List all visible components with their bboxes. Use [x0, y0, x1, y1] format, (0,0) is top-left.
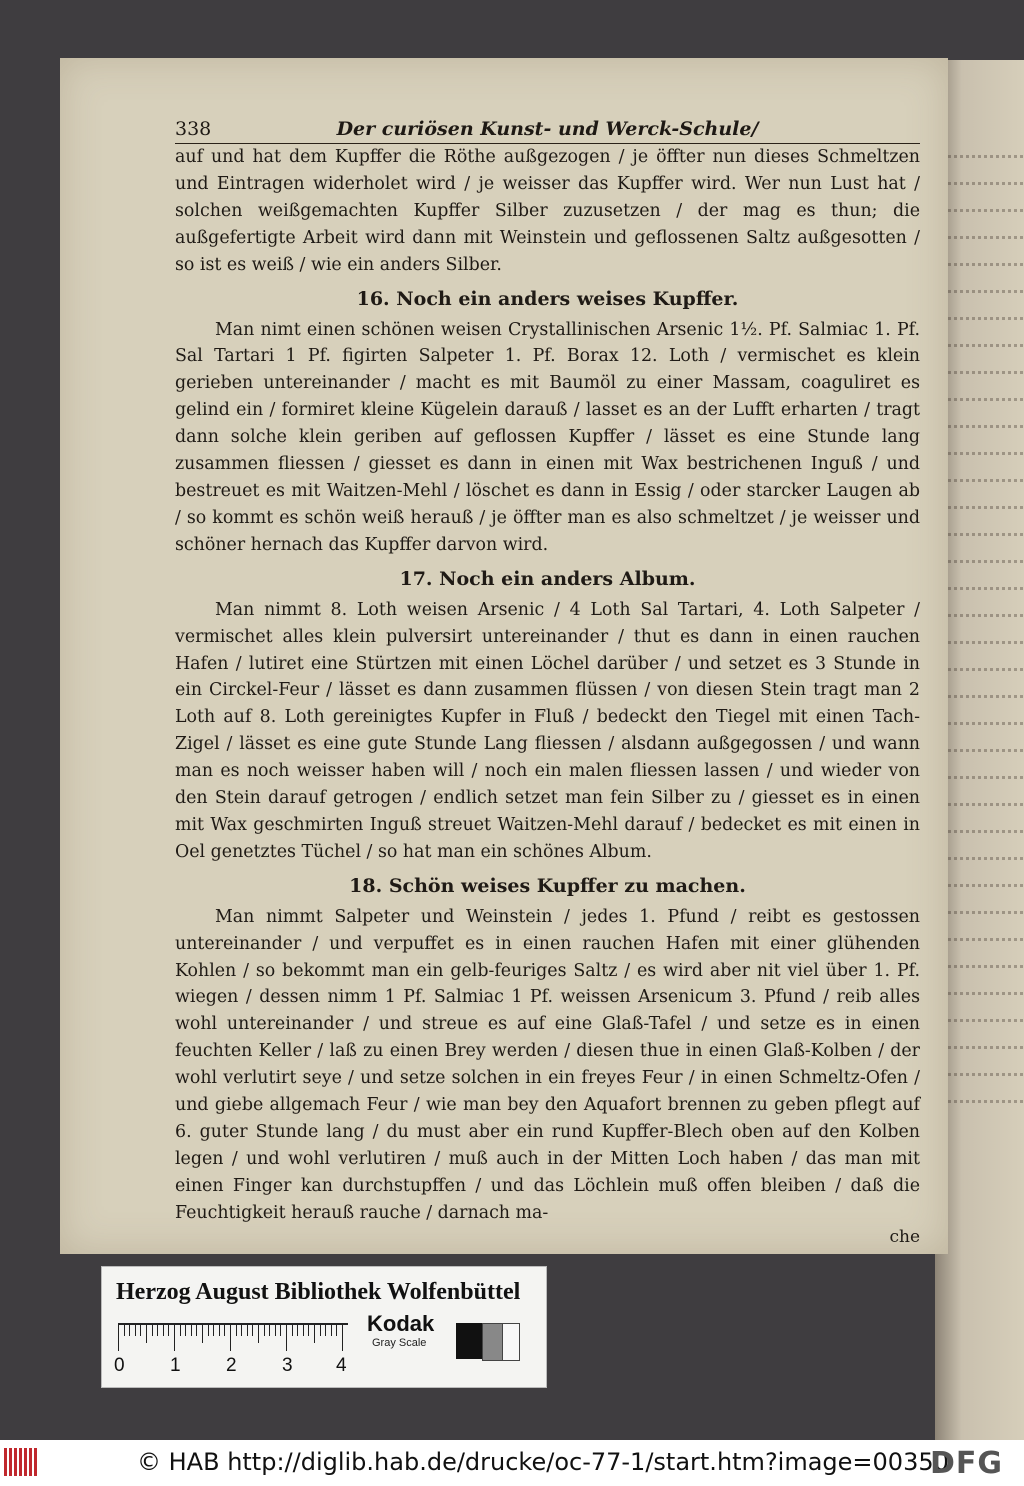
black-patch [456, 1323, 482, 1359]
section-heading-16: 16. Noch ein anders weises Kupffer. [356, 287, 739, 310]
facing-page-ghost-line [943, 965, 1023, 978]
running-title: Der curiösen Kunst- und Werck-Schule/ [336, 118, 759, 140]
logo-bar [34, 1448, 37, 1476]
ruler-number: 1 [170, 1355, 181, 1376]
ruler-tick [325, 1325, 326, 1336]
ruler-tick [308, 1325, 309, 1336]
paragraph-16: Man nimt einen schönen weisen Crystallinischen Arsenic 1½. Pf. Salmiac 1. Pf. Sal Tartari 1 Pf. figirten Salpeter 1. Pf. Borax 12. Loth / vermischet es klein gerieben untereinander / macht es mit Baumöl zu einer Massam, coaguliret es gelind ein / formiret kleine Kügelein darauß / lasset es an der Lufft erharten / tragt dann solche klein geriben auf geflossen Kupffer / lässet es eine Stunde lang zusammen fliessen / giesset es dann in einen mit Wax bestrichenen Inguß / und bestreuet es mit Waitzen-Mehl / löschet es dann in Essig / oder starcker Laugen ab / so kommt es schön weiß herauß / je öffter man es also schmeltzet / je weisser und schöner hernach das Kupffer darvon wird. [175, 319, 920, 555]
ruler-tick [252, 1325, 253, 1336]
ruler-tick [163, 1325, 164, 1336]
kodak-logo: Kodak [367, 1311, 435, 1336]
ruler-tick [180, 1325, 181, 1336]
footer-bar [0, 1440, 1024, 1486]
ruler-number: 4 [336, 1355, 347, 1376]
facing-page-ghost-line [943, 317, 1023, 330]
facing-page-ghost-line [943, 668, 1023, 681]
facing-page-ghost-line [943, 398, 1023, 411]
body-text [175, 144, 920, 1247]
ruler-tick [336, 1325, 337, 1336]
copyright-link[interactable]: © HAB http://diglib.hab.de/drucke/oc-77-1/start.htm?image=00350 [137, 1448, 949, 1476]
ruler-tick [185, 1325, 186, 1336]
ruler-tick [247, 1325, 248, 1336]
page-content [175, 118, 920, 1247]
ruler-tick [303, 1325, 304, 1336]
ruler-tick [230, 1325, 231, 1351]
facing-page-ghost-line [943, 182, 1023, 195]
facing-page-ghost-line [943, 803, 1023, 816]
ruler-tick [236, 1325, 237, 1336]
catchword: che [889, 1226, 920, 1247]
ruler-tick [140, 1325, 141, 1336]
facing-page-ghost-line [943, 587, 1023, 600]
book-page [60, 58, 948, 1254]
facing-page-ghost-line [943, 938, 1023, 951]
facing-page-ghost-line [943, 884, 1023, 897]
ruler-tick [124, 1325, 125, 1336]
page-number: 338 [175, 118, 212, 140]
ruler-tick [241, 1325, 242, 1336]
ruler-number: 2 [226, 1355, 237, 1376]
facing-page-ghost-line [943, 830, 1023, 843]
ruler-tick [331, 1325, 332, 1336]
ruler-tick [292, 1325, 293, 1336]
ruler-tick [208, 1325, 209, 1336]
ruler-tick [269, 1325, 270, 1336]
ruler-tick [129, 1325, 130, 1336]
ruler-tick [342, 1325, 343, 1351]
section-heading-17: 17. Noch ein anders Album. [399, 567, 696, 590]
facing-page-ghost-line [943, 479, 1023, 492]
ruler-tick [297, 1325, 298, 1336]
ruler-tick [275, 1325, 276, 1336]
gray-scale-label: Gray Scale [372, 1337, 427, 1349]
ruler-tick [157, 1325, 158, 1336]
ruler-tick [280, 1325, 281, 1336]
facing-page-ghost-line [943, 209, 1023, 222]
ruler-tick [118, 1325, 119, 1351]
facing-page-ghost-line [943, 1100, 1023, 1113]
ruler-tick [213, 1325, 214, 1336]
dfg-logo: DFG [930, 1446, 1004, 1481]
measurement-ruler [118, 1323, 348, 1353]
facing-page-ghost-line [943, 452, 1023, 465]
ruler-tick [264, 1325, 265, 1336]
logo-bar [9, 1448, 12, 1476]
facing-page-ghost-line [943, 560, 1023, 573]
facing-page-ghost-line [943, 506, 1023, 519]
facing-page-ghost-line [943, 1046, 1023, 1059]
ruler-tick [320, 1325, 321, 1336]
facing-page-ghost-line [943, 155, 1023, 168]
facing-page-ghost-line [943, 1073, 1023, 1086]
paragraph-continued: auf und hat dem Kupffer die Röthe außgezogen / je öffter nun dieses Schmeltzen und Eintragen widerholet wird / je weisser das Kupffer wird. Wer nun Lust hat / solchen weißgemachten Kupffer Silber zuzusetzen / der mag es thun; die außgefertigte Arbeit wird dann mit Weinstein und geflossenen Saltz außgesotten / so ist es weiß / wie ein anders Silber. [175, 147, 920, 275]
facing-page-ghost-line [943, 236, 1023, 249]
facing-page-edge [935, 60, 1024, 1440]
ruler-tick [168, 1325, 169, 1336]
gray-patch [482, 1323, 504, 1361]
logo-bar [29, 1448, 32, 1476]
ruler-number: 3 [282, 1355, 293, 1376]
hab-logo-icon [4, 1448, 38, 1476]
paragraph-17: Man nimmt 8. Loth weisen Arsenic / 4 Loth Sal Tartari, 4. Loth Salpeter / vermischet alles klein pulversirt untereinander / thut es dann in einen rauchen Hafen / lutiret eine Stürtzen mit einen Löchel darüber / und setzet es 3 Stunde in ein Circkel-Feur / lässet es dann zusammen flüssen / von diesen Stein tragt man 2 Loth auf 8. Loth gereinigtes Kupfer in Fluß / bedeckt den Tiegel mit einen Tach-Zigel / lässet es eine gute Stunde Lang fliessen / alsdann außgegossen / und wann man es noch weisser haben will / noch ein malen fliessen lassen / und wieder von den Stein darauf getrogen / endlich setzet man fein Silber zu / giesset es in einen mit Wax geschmirten Inguß streuet Waitzen-Mehl darauf / bedecket es mit einen in Oel genetztes Tüchel / so hat man ein schönes Album. [175, 599, 920, 862]
logo-bar [24, 1448, 27, 1476]
facing-page-ghost-line [943, 992, 1023, 1005]
facing-page-ghost-line [943, 263, 1023, 276]
institution-name: Herzog August Bibliothek Wolfenbüttel [116, 1279, 521, 1305]
ruler-tick [152, 1325, 153, 1336]
facing-page-ghost-line [943, 857, 1023, 870]
facing-page-ghost-line [943, 722, 1023, 735]
logo-bar [4, 1448, 7, 1476]
ruler-tick [224, 1325, 225, 1336]
facing-page-ghost-line [943, 533, 1023, 546]
facing-page-ghost-line [943, 371, 1023, 384]
logo-bar [19, 1448, 22, 1476]
facing-page-ghost-line [943, 344, 1023, 357]
facing-page-ghost-line [943, 290, 1023, 303]
white-patch [502, 1323, 520, 1361]
ruler-tick [146, 1325, 147, 1343]
facing-page-ghost-line [943, 911, 1023, 924]
ruler-tick [135, 1325, 136, 1336]
facing-page-ghost-line [943, 425, 1023, 438]
ruler-tick [314, 1325, 315, 1343]
facing-page-ghost-line [943, 641, 1023, 654]
facing-page-ghost-line [943, 1019, 1023, 1032]
ruler-tick [202, 1325, 203, 1343]
logo-bar [14, 1448, 17, 1476]
ruler-tick [286, 1325, 287, 1351]
ruler-tick [258, 1325, 259, 1343]
ruler-tick [196, 1325, 197, 1336]
facing-page-ghost-line [943, 614, 1023, 627]
ruler-tick [191, 1325, 192, 1336]
facing-page-ghost-line [943, 749, 1023, 762]
facing-page-ghost-line [943, 776, 1023, 789]
ruler-tick [174, 1325, 175, 1351]
ruler-number: 0 [114, 1355, 125, 1376]
running-head [175, 118, 920, 144]
ruler-tick [219, 1325, 220, 1336]
paragraph-18: Man nimmt Salpeter und Weinstein / jedes 1. Pfund / reibt es gestossen untereinander / und verpuffet es in einen rauchen Hafen mit einer glühenden Kohlen / so bekommt man ein gelb-feuriges Saltz / es wird aber nit viel über 1. Pf. wiegen / dessen nimm 1 Pf. Salmiac 1 Pf. weissen Arsenicum 3. Pfund / reib alles wohl untereinander / und streue es auf eine Glaß-Tafel / und setze es in einen feuchten Keller / laß zu einen Brey werden / diesen thue in einen Glaß-Kolben / der wohl verlutirt seye / und setze solchen in ein freyes Feur / in einen Schmeltz-Ofen / und giebe allgemach Feur / wie man bey den Aquafort brennen zu geben pflegt auf 6. guter Stunde lang / du must aber ein rund Kupffer-Blech oben auf den Kolben legen / und wohl verlutiren / muß auch in der Mitten Loch haben / das man mit einen Finger kan durchstupffen / und das Löchlein muß offen bleiben / daß die Feuchtigkeit herauß rauche / darnach ma- [175, 906, 920, 1223]
facing-page-ghost-line [943, 695, 1023, 708]
section-heading-18: 18. Schön weises Kupffer zu machen. [349, 874, 746, 897]
color-calibration-card [101, 1266, 547, 1388]
